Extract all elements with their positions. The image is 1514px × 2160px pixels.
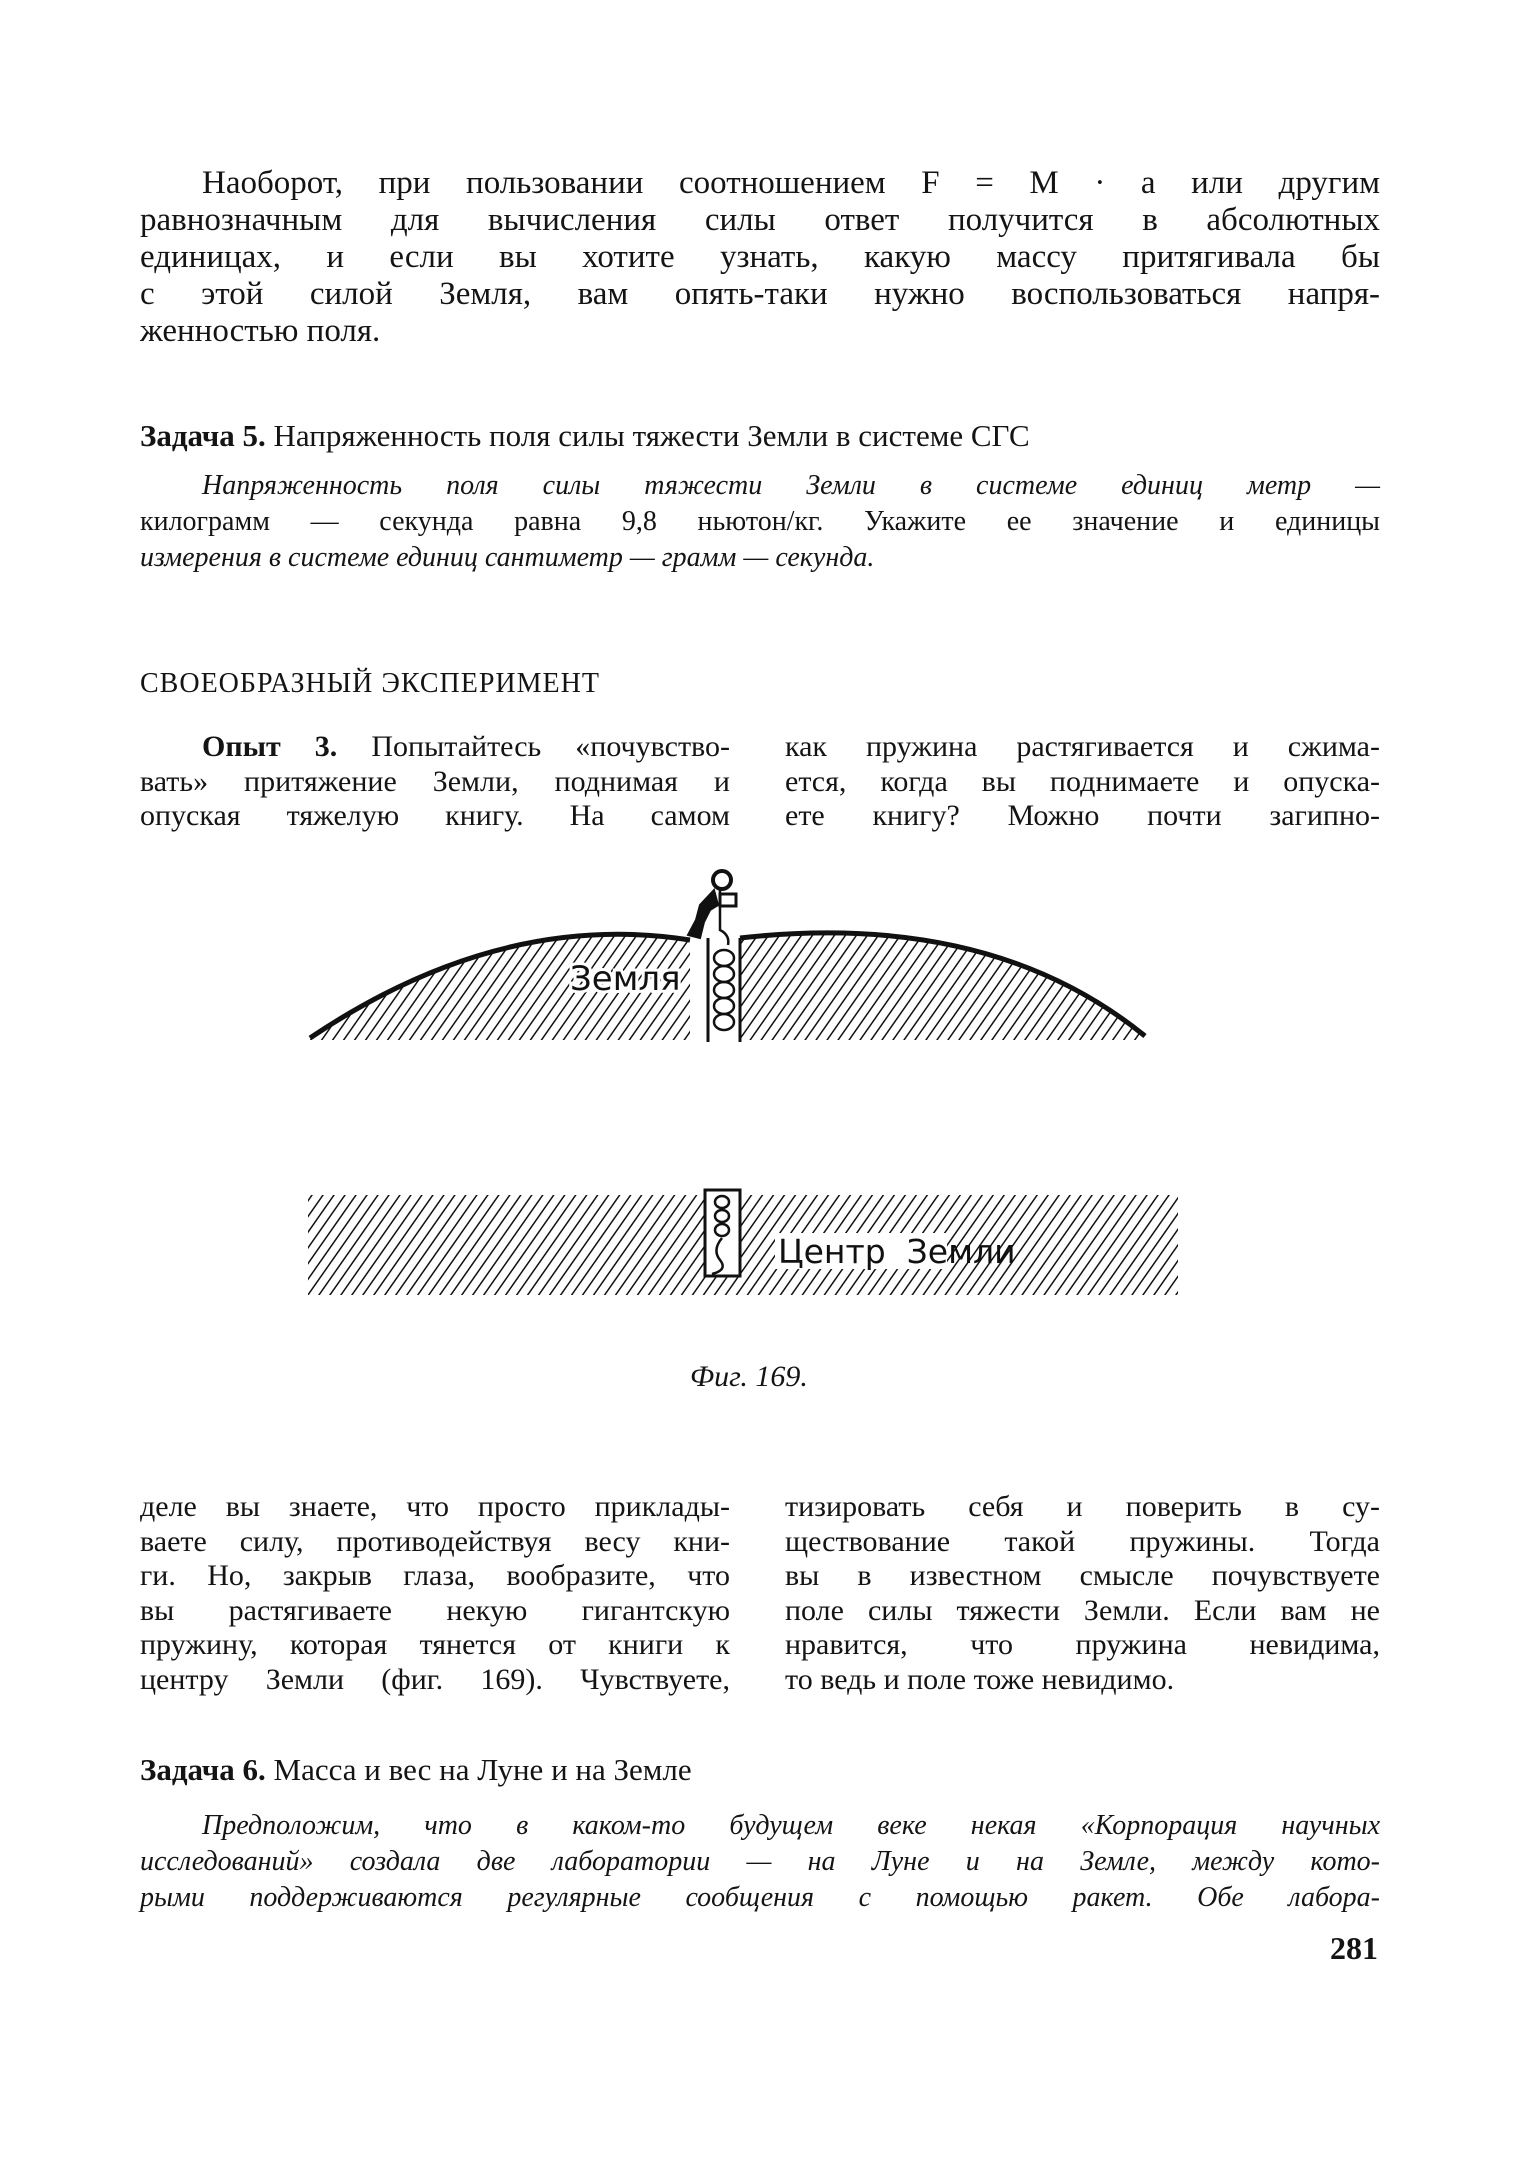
figure-169 — [300, 850, 1180, 1320]
text-line: с этой силой Земля, вам опять-таки нужно воспользоваться напря- — [140, 276, 1380, 312]
text-line: опуская тяжелую книгу. На самом — [140, 799, 730, 832]
experiment3-right-column-bottom — [785, 1490, 1380, 1697]
text-line: Предположим, что в каком-то будущем веке некая «Корпорация научных — [202, 1810, 1380, 1841]
text-line: единицах, и если вы хотите узнать, какую массу притягивала бы — [140, 239, 1380, 275]
earth-spring-illustration — [300, 850, 1180, 1320]
text-line: равнозначным для вычисления силы ответ получится в абсолютных — [140, 202, 1380, 238]
problem6-body — [140, 1808, 1380, 1916]
text-line: исследований» создала две лаборатории — на Луне и на Земле, между кото- — [140, 1846, 1380, 1877]
text-line: тизировать себя и поверить в су- — [785, 1490, 1380, 1523]
section-heading: СВОЕОБРАЗНЫЙ ЭКСПЕРИМЕНТ — [140, 668, 600, 699]
text-line — [140, 730, 730, 765]
experiment3-right-column-top — [785, 730, 1380, 834]
text-line: пружину, которая тянется от книги к — [140, 1628, 730, 1661]
experiment3-label: Опыт 3. — [202, 730, 338, 763]
text-line: Наоборот, при пользовании соотношением F = M · a или другим — [202, 165, 1380, 201]
problem5-label: Задача 5. — [140, 418, 266, 453]
person-with-book-icon — [688, 871, 736, 938]
figure-caption: Фиг. 169. — [690, 1360, 808, 1393]
text-line: Напряженность поля силы тяжести Земли в системе единиц метр — — [202, 470, 1380, 501]
text-line: как пружина растягивается и сжима- — [785, 730, 1380, 763]
problem6-title: Масса и вес на Луне и на Земле — [273, 1752, 692, 1787]
problem5-heading — [140, 418, 1030, 454]
earth-center-label: Центр Земли — [778, 1232, 1016, 1271]
text-line: то ведь и поле тоже невидимо. — [785, 1662, 1175, 1696]
earth-surface-right — [740, 933, 1145, 1040]
problem5-title: Напряженность поля силы тяжести Земли в системе СГС — [273, 418, 1030, 453]
text-line: вы в известном смысле почувствуете — [785, 1559, 1380, 1592]
text-line: поле силы тяжести Земли. Если вам не — [785, 1593, 1380, 1627]
problem5-body — [140, 468, 1380, 576]
text-line: женностью поля. — [140, 313, 381, 349]
problem6-heading — [140, 1752, 692, 1788]
problem6-label: Задача 6. — [140, 1752, 266, 1787]
text-line: ги. Но, закрыв глаза, вообразите, что — [140, 1559, 730, 1592]
text-line: рыми поддерживаются регулярные сообщения с помощью ракет. Обе лабора- — [140, 1882, 1380, 1913]
text-line: ваете силу, противодействуя весу кни- — [140, 1524, 730, 1558]
text-line: вать» притяжение Земли, поднимая и — [140, 764, 730, 798]
spring-icon — [714, 890, 734, 1030]
intro-paragraph — [140, 165, 1380, 350]
text-line: ете книгу? Можно почти загипно- — [785, 799, 1380, 832]
text-fragment: Попытайтесь «почувство- — [371, 730, 730, 763]
text-line: вы растягиваете некую гигантскую — [140, 1593, 730, 1627]
text-line: центру Земли (фиг. 169). Чувствуете, — [140, 1662, 730, 1696]
experiment3-left-column-top — [140, 730, 730, 834]
text-line: измерения в системе единиц сантиметр — грамм — секунда. — [140, 542, 875, 573]
text-line: деле вы знаете, что просто приклады- — [140, 1490, 730, 1523]
text-line: ется, когда вы поднимаете и опуска- — [785, 764, 1380, 798]
text-line: ществование такой пружины. Тогда — [785, 1524, 1380, 1558]
experiment3-left-column-bottom — [140, 1490, 730, 1697]
text-line: килограмм — секунда равна 9,8 ньютон/кг. Укажите ее значение и единицы — [140, 506, 1380, 537]
text-line: нравится, что пружина невидима, — [785, 1628, 1380, 1661]
earth-center-block — [308, 1195, 1178, 1295]
page-number: 281 — [1330, 1930, 1378, 1966]
earth-label: Земля — [570, 959, 681, 999]
